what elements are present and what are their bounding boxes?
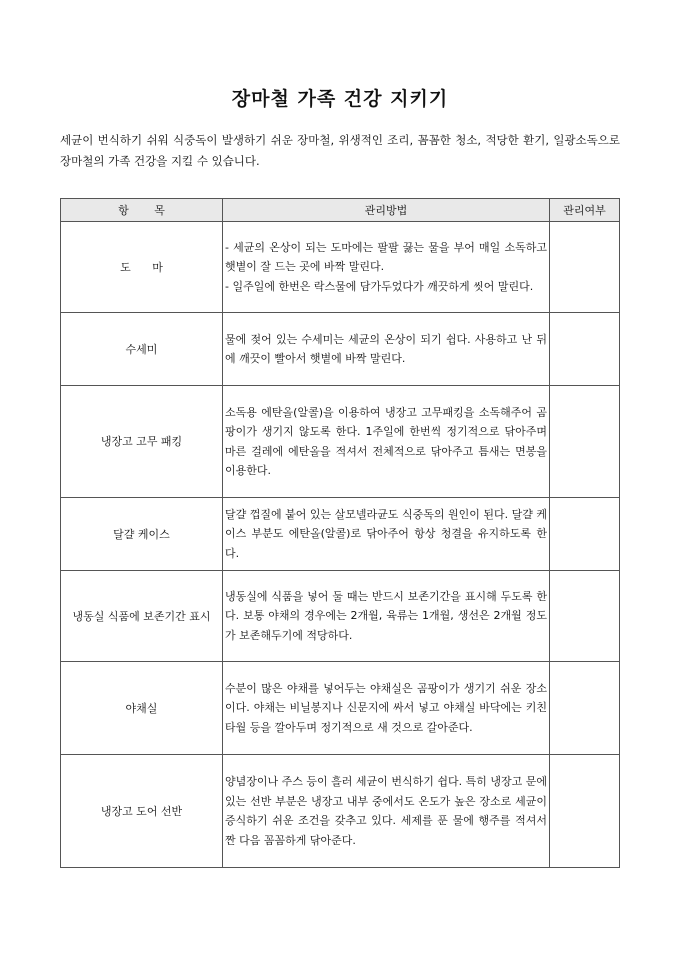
row-method [223, 755, 550, 868]
row-item: 달걀 케이스 [61, 498, 223, 571]
row-item: 도 마 [61, 222, 223, 313]
management-table [60, 198, 620, 868]
row-check[interactable] [550, 755, 620, 868]
method-line: 소독용 에탄올(알콜)을 이용하여 냉장고 고무패킹을 소독해주어 곰팡이가 생기지 않도록 한다. 1주일에 한번씩 정기적으로 닦아주며 마른 걸레에 에탄올을 적셔서 전체적으로 닦아주고 틈새는 면봉을 이용한다. [225, 405, 547, 477]
row-check[interactable] [550, 222, 620, 313]
row-method [223, 313, 550, 386]
row-check[interactable] [550, 313, 620, 386]
row-item: 냉장고 고무 패킹 [61, 386, 223, 498]
row-method [223, 222, 550, 313]
method-line: - 세균의 온상이 되는 도마에는 팔팔 끓는 물을 부어 매일 소독하고 햇볕이 잘 드는 곳에 바짝 말린다. [225, 240, 547, 274]
row-method [223, 386, 550, 498]
row-item: 냉동실 식품에 보존기간 표시 [61, 571, 223, 662]
header-check: 관리여부 [550, 199, 620, 222]
row-item: 수세미 [61, 313, 223, 386]
table-row [61, 755, 620, 868]
method-line: 수분이 많은 야채를 넣어두는 야채실은 곰팡이가 생기기 쉬운 장소이다. 야채는 비닐봉지나 신문지에 싸서 넣고 야채실 바닥에는 키친 타월 등을 깔아두며 정기적으로 새 것으로 갈아준다. [225, 681, 547, 734]
method-line: - 일주일에 한번은 락스물에 담가두었다가 깨끗하게 씻어 말린다. [225, 279, 534, 293]
table-row [61, 386, 620, 498]
intro-paragraph: 세균이 번식하기 쉬워 식중독이 발생하기 쉬운 장마철, 위생적인 조리, 꼼꼼한 청소, 적당한 환기, 일광소독으로 장마철의 가족 건강을 지킬 수 있습니다. [60, 133, 620, 168]
method-line: 달걀 껍질에 붙어 있는 살모넬라균도 식중독의 원인이 된다. 달걀 케이스 부분도 에탄올(알콜)로 닦아주어 항상 청결을 유지하도록 한다. [225, 507, 547, 560]
row-check[interactable] [550, 386, 620, 498]
page-title: 장마철 가족 건강 지키기 [231, 88, 449, 110]
method-line: 물에 젖어 있는 수세미는 세균의 온상이 되기 쉽다. 사용하고 난 뒤에 깨끗이 빨아서 햇볕에 바짝 말린다. [225, 332, 547, 365]
row-item: 냉장고 도어 선반 [61, 755, 223, 868]
table-row [61, 313, 620, 386]
row-method [223, 662, 550, 755]
row-method [223, 498, 550, 571]
table-row [61, 571, 620, 662]
method-line: 냉동실에 식품을 넣어 둘 때는 반드시 보존기간을 표시해 두도록 한다. 보통 야채의 경우에는 2개월, 육류는 1개월, 생선은 2개월 정도가 보존해두기에 적당하다. [225, 589, 547, 642]
header-item: 항 목 [61, 199, 223, 222]
table-row [61, 222, 620, 313]
row-check[interactable] [550, 571, 620, 662]
header-method: 관리방법 [223, 199, 550, 222]
method-line: 양념장이나 주스 등이 흘러 세균이 번식하기 쉽다. 특히 냉장고 문에 있는 선반 부분은 냉장고 내부 중에서도 온도가 높은 장소로 세균이 증식하기 쉬운 조건을 갖추고 있다. 세제를 푼 물에 행주를 적셔서 짠 다음 꼼꼼하게 닦아준다. [225, 775, 547, 847]
table-row [61, 498, 620, 571]
table-header-row [61, 199, 620, 222]
row-check[interactable] [550, 662, 620, 755]
row-item: 야채실 [61, 662, 223, 755]
row-method [223, 571, 550, 662]
row-check[interactable] [550, 498, 620, 571]
table-row [61, 662, 620, 755]
